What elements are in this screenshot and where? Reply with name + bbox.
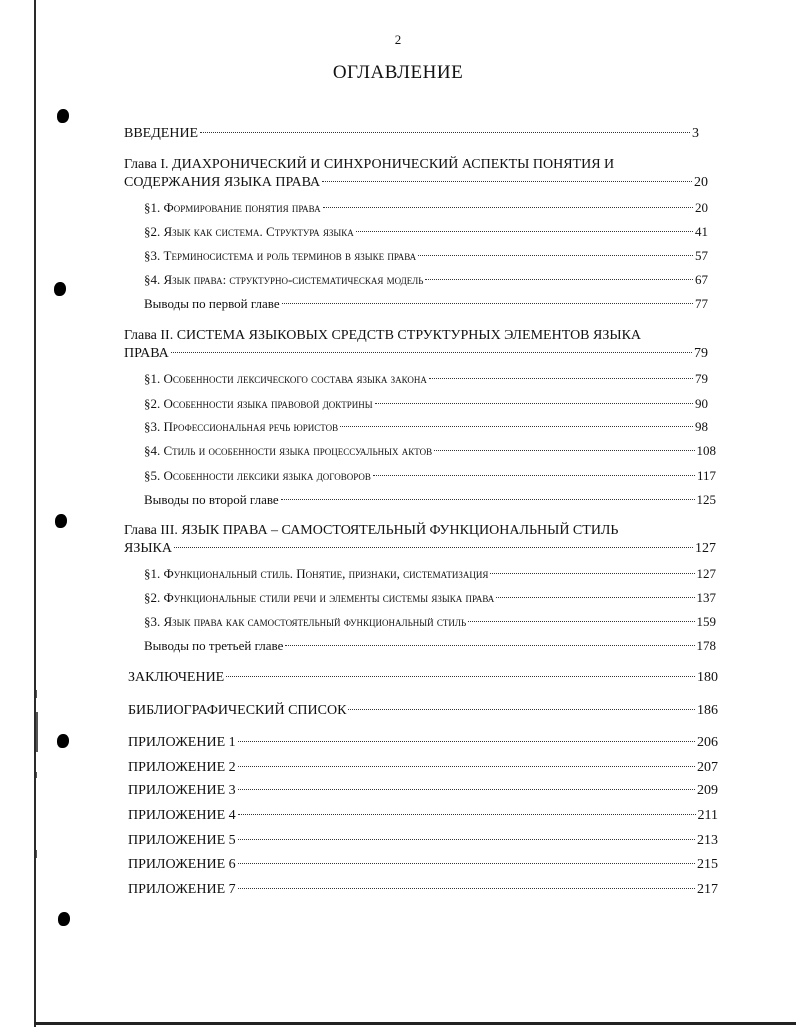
punch-hole: [57, 734, 69, 748]
toc-label: ЯЗЫКА: [124, 541, 173, 556]
toc-label: §1. Особенности лексического состава языка закона: [144, 371, 427, 386]
leader-dots: [340, 426, 693, 427]
toc-label: ПРИЛОЖЕНИЕ 2: [128, 760, 236, 775]
toc-entry-appendix[interactable]: [128, 782, 718, 799]
toc-label: §5. Особенности лексики языка договоров: [144, 468, 371, 483]
toc-entry-conclusion-main[interactable]: [128, 669, 718, 686]
toc-label: Выводы по второй главе: [144, 492, 279, 507]
toc-page: 41: [695, 224, 708, 239]
leader-dots: [174, 547, 693, 548]
leader-dots: [285, 645, 694, 646]
toc-entry-section[interactable]: [144, 418, 708, 435]
leader-dots: [226, 676, 695, 677]
leader-dots: [281, 499, 695, 500]
toc-label: §3. Язык права как самостоятельный функциональный стиль: [144, 614, 467, 629]
chapter-title[interactable]: Глава III. ЯЗЫК ПРАВА – САМОСТОЯТЕЛЬНЫЙ ФУНКЦИОНАЛЬНЫЙ СТИЛЬ: [124, 523, 619, 538]
toc-page: 178: [696, 638, 716, 653]
toc-page: 127: [696, 566, 716, 581]
scan-left-edge: [34, 0, 36, 1027]
toc-label: ПРИЛОЖЕНИЕ 3: [128, 783, 236, 798]
toc-page: 79: [694, 346, 708, 361]
chapter-title[interactable]: Глава I. ДИАХРОНИЧЕСКИЙ И СИНХРОНИЧЕСКИЙ АСПЕКТЫ ПОНЯТИЯ И: [124, 157, 615, 172]
toc-entry-section[interactable]: [144, 247, 708, 264]
toc-page: 206: [697, 735, 718, 750]
punch-hole: [57, 109, 69, 123]
toc-page: 207: [697, 760, 718, 775]
leader-dots: [238, 814, 696, 815]
toc-label: §1. Функциональный стиль. Понятие, признаки, систематизация: [144, 566, 489, 581]
toc-page: 186: [697, 703, 718, 718]
leader-dots: [322, 181, 692, 182]
leader-dots: [238, 789, 695, 790]
scan-mark: [36, 712, 38, 752]
toc-label: §3. Профессиональная речь юристов: [144, 419, 339, 434]
toc-entry-appendix[interactable]: [128, 759, 718, 776]
leader-dots: [356, 231, 693, 232]
toc-label: Выводы по третьей главе: [144, 638, 284, 653]
toc-entry-appendix[interactable]: [128, 807, 718, 824]
toc-entry-section[interactable]: [144, 589, 716, 606]
toc-label: Выводы по первой главе: [144, 296, 280, 311]
toc-entry-section[interactable]: [144, 395, 708, 412]
leader-dots: [282, 303, 693, 304]
toc-page: 137: [696, 590, 716, 605]
toc-entry-conclusion[interactable]: [144, 637, 716, 654]
scan-bottom-edge: [34, 1022, 796, 1025]
leader-dots: [238, 741, 695, 742]
toc-page: 180: [697, 670, 718, 685]
chapter-title[interactable]: Глава II. СИСТЕМА ЯЗЫКОВЫХ СРЕДСТВ СТРУКТУРНЫХ ЭЛЕМЕНТОВ ЯЗЫКА: [124, 328, 642, 343]
toc-label: БИБЛИОГРАФИЧЕСКИЙ СПИСОК: [128, 703, 347, 718]
toc-label: §3. Терминосистема и роль терминов в языке права: [144, 248, 417, 263]
toc-entry-chapter[interactable]: [124, 174, 708, 191]
toc-entry-appendix[interactable]: [128, 832, 718, 849]
toc-page: 57: [695, 248, 708, 263]
toc-page: 125: [696, 492, 716, 507]
toc-entry-section[interactable]: [144, 565, 716, 582]
toc-label: ПРАВА: [124, 346, 169, 361]
toc-entry-intro[interactable]: [124, 125, 699, 142]
leader-dots: [238, 888, 695, 889]
toc-entry-chapter[interactable]: [124, 345, 708, 362]
toc-page: 127: [695, 541, 716, 556]
leader-dots: [171, 352, 692, 353]
toc-label: §2. Язык как система. Структура языка: [144, 224, 354, 239]
toc-page: 90: [695, 396, 708, 411]
toc-entry-bibliography[interactable]: [128, 702, 718, 719]
toc-entry-appendix[interactable]: [128, 881, 718, 898]
leader-dots: [200, 132, 690, 133]
toc-entry-appendix[interactable]: [128, 734, 718, 751]
leader-dots: [238, 766, 695, 767]
leader-dots: [323, 207, 693, 208]
toc-entry-chapter[interactable]: [124, 540, 716, 557]
scan-mark: [36, 850, 37, 858]
page-number: 2: [394, 32, 402, 47]
leader-dots: [434, 450, 694, 451]
toc-entry-section[interactable]: [144, 370, 708, 387]
toc-label: §4. Язык права: структурно-систематическая модель: [144, 272, 424, 287]
toc-label: СОДЕРЖАНИЯ ЯЗЫКА ПРАВА: [124, 175, 321, 190]
leader-dots: [429, 378, 693, 379]
toc-label: §1. Формирование понятия права: [144, 200, 321, 215]
toc-page: 108: [696, 443, 716, 458]
leader-dots: [496, 597, 694, 598]
toc-entry-section[interactable]: [144, 442, 716, 459]
leader-dots: [348, 709, 695, 710]
toc-entry-conclusion[interactable]: [144, 491, 716, 508]
punch-hole: [54, 282, 66, 296]
toc-page: 159: [696, 614, 716, 629]
scan-mark: [36, 772, 37, 778]
toc-page: 98: [695, 419, 708, 434]
leader-dots: [418, 255, 693, 256]
leader-dots: [490, 573, 694, 574]
leader-dots: [468, 621, 694, 622]
toc-page: 79: [695, 371, 708, 386]
toc-label: ВВЕДЕНИЕ: [124, 126, 199, 141]
leader-dots: [425, 279, 693, 280]
toc-page: 209: [697, 783, 718, 798]
toc-label: §2. Функциональные стили речи и элементы системы языка права: [144, 590, 495, 605]
toc-label: ПРИЛОЖЕНИЕ 7: [128, 882, 236, 897]
toc-label: ПРИЛОЖЕНИЕ 1: [128, 735, 236, 750]
toc-label: §2. Особенности языка правовой доктрины: [144, 396, 373, 411]
leader-dots: [238, 839, 695, 840]
toc-page: 3: [692, 126, 699, 141]
toc-entry-section[interactable]: [144, 199, 708, 216]
toc-entry-section[interactable]: [144, 271, 708, 288]
toc-page: 211: [697, 808, 718, 823]
toc-entry-section[interactable]: [144, 467, 716, 484]
toc-page: 117: [696, 468, 716, 483]
toc-label: §4. Стиль и особенности языка процессуальных актов: [144, 443, 433, 458]
punch-hole: [58, 912, 70, 926]
toc-entry-conclusion[interactable]: [144, 295, 708, 312]
page-title: ОГЛАВЛЕНИЕ: [332, 62, 464, 83]
toc-label: ЗАКЛЮЧЕНИЕ: [128, 670, 225, 685]
punch-hole: [55, 514, 67, 528]
toc-page: 20: [695, 200, 708, 215]
toc-label: ПРИЛОЖЕНИЕ 4: [128, 808, 236, 823]
toc-page: 213: [697, 833, 718, 848]
toc-page: 77: [695, 296, 708, 311]
toc-page: 67: [695, 272, 708, 287]
leader-dots: [375, 403, 693, 404]
toc-entry-section[interactable]: [144, 223, 708, 240]
leader-dots: [373, 475, 695, 476]
toc-label: ПРИЛОЖЕНИЕ 5: [128, 833, 236, 848]
toc-page: 215: [697, 857, 718, 872]
toc-entry-appendix[interactable]: [128, 856, 718, 873]
scan-mark: [36, 690, 37, 698]
toc-page: 217: [697, 882, 718, 897]
toc-label: ПРИЛОЖЕНИЕ 6: [128, 857, 236, 872]
leader-dots: [238, 863, 695, 864]
toc-page: 20: [694, 175, 708, 190]
toc-entry-section[interactable]: [144, 613, 716, 630]
